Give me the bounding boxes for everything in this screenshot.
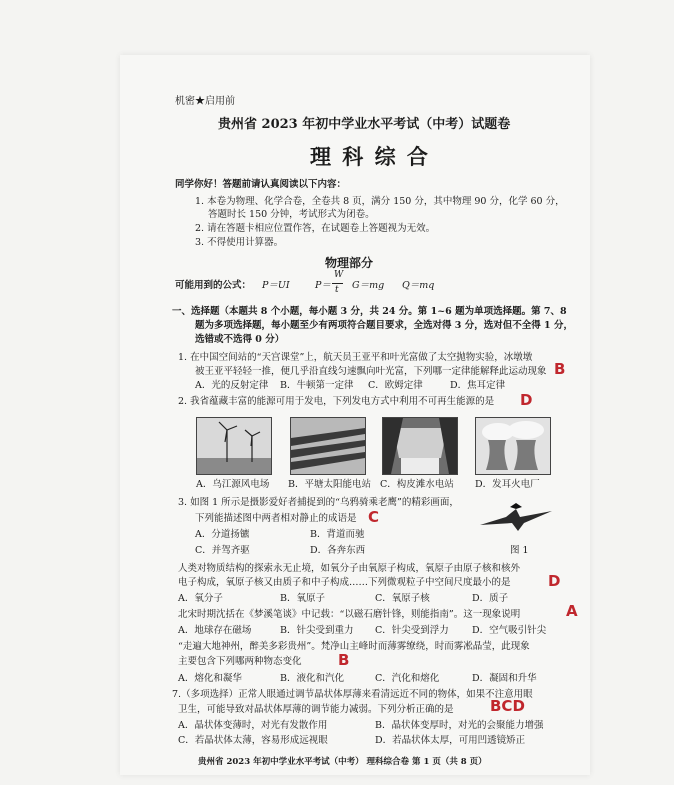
option: B．液化和汽化 (280, 673, 344, 684)
subject-title: 理 科 综 合 (310, 144, 430, 169)
figure-1-eagle-crow (476, 501, 556, 537)
question-3-text: 下列能描述图中两者相对静止的成语是 (195, 513, 357, 524)
notice-item: 3. 不得使用计算器。 (195, 237, 284, 248)
option: A．光的反射定律 (195, 380, 269, 391)
question-4-text: 人类对物质结构的探索永无止境，如氧分子由氧原子构成，氧原子由原子核和核外 (178, 563, 521, 574)
handwritten-answer: BCD (490, 697, 525, 715)
page-footer: 贵州省 2023 年初中学业水平考试（中考） 理科综合卷 第 1 页（共 8 页） (198, 757, 487, 767)
option: A．分道扬镳 (195, 529, 250, 540)
image-caption: A．乌江源风电场 (196, 479, 270, 490)
hydropower-photo (382, 417, 458, 475)
physics-section-title: 物理部分 (325, 256, 374, 270)
part1-intro: 选错或不选得 0 分） (195, 334, 285, 345)
option: A．地球存在磁场 (178, 625, 252, 636)
question-6-text: “走遍大地神州，醉美多彩贵州”。梵净山主峰时而薄雾缭绕，时而雾凇晶莹，此现象 (178, 641, 530, 652)
option: A．熔化和凝华 (178, 673, 242, 684)
question-2-text: 2. 我省蕴藏丰富的能源可用于发电，下列发电方式中利用不可再生能源的是 (178, 396, 495, 407)
confidential-label: 机密★启用前 (175, 96, 235, 107)
question-1-text: 被王亚平轻轻一推，便几乎沿直线匀速飘向叶光富，下列哪一定律能解释此运动现象 (195, 366, 547, 377)
solar-panel-icon (291, 418, 365, 474)
handwritten-answer: D (520, 391, 533, 409)
handwritten-answer: D (548, 572, 561, 590)
formula-label: 可能用到的公式： (175, 280, 252, 291)
image-caption: D．发耳火电厂 (475, 479, 540, 490)
bird-icon (476, 501, 556, 537)
solar-station-photo (290, 417, 366, 475)
option: A．氧分子 (178, 593, 223, 604)
option: C．欧姆定律 (368, 380, 423, 391)
option: D．各奔东西 (310, 545, 366, 556)
image-caption: B．平塘太阳能电站 (288, 479, 371, 490)
part1-intro: 题为多项选择题，每小题至少有两项符合题目要求，全选对得 3 分，选对但不全得 1 分， (195, 320, 573, 331)
dam-icon (383, 418, 457, 474)
formula-gravity: G＝mg (352, 280, 385, 291)
option: D．空气吸引针尖 (472, 625, 547, 636)
option: B．针尖受到重力 (280, 625, 354, 636)
option: C．针尖受到浮力 (375, 625, 449, 636)
handwritten-answer: B (554, 360, 566, 378)
part1-intro: 一、选择题（本题共 8 个小题，每小题 3 分，共 24 分。第 1~6 题为单项选择题。第 7、8 (172, 306, 567, 317)
question-3-text: 3. 如图 1 所示是摄影爱好者捕捉到的“乌鸦骑乘老鹰”的精彩画面， (178, 497, 459, 508)
handwritten-answer: C (368, 508, 380, 526)
question-7-text: 7.（多项选择）正常人眼通过调节晶状体厚薄来看清远近不同的物体，如果不注意用眼 (172, 689, 533, 700)
option: C．汽化和熔化 (375, 673, 440, 684)
image-caption: C．构皮滩水电站 (380, 479, 454, 490)
question-6-text: 主要包含下列哪两种物态变化 (178, 656, 302, 667)
option: D．凝固和升华 (472, 673, 537, 684)
formula-fraction-denominator: t (335, 285, 339, 295)
notice-item: 2. 请在答题卡相应位置作答，在试题卷上答题视为无效。 (195, 223, 436, 234)
formula-power: P＝UI (262, 280, 290, 291)
formula-heat: Q＝mq (402, 280, 435, 291)
wind-turbine-icon (197, 418, 271, 474)
option: D．焦耳定律 (450, 380, 506, 391)
notice-item: 1. 本卷为物理、化学合卷，全卷共 8 页，满分 150 分，其中物理 90 分，化学 60 分， (195, 196, 565, 207)
question-5-text: 北宋时期沈括在《梦溪笔谈》中记载：“以磁石磨针锋，则能指南”。这一现象说明 (178, 609, 521, 620)
option: C．氧原子核 (375, 593, 430, 604)
exam-page (120, 55, 590, 775)
question-4-text: 电子构成，氧原子核又由质子和中子构成……下列微观粒子中空间尺度最小的是 (178, 577, 511, 588)
fraction-bar (332, 283, 343, 284)
option: B．牛顿第一定律 (280, 380, 354, 391)
notice-item: 答题时长 150 分钟，考试形式为闭卷。 (208, 209, 375, 220)
exam-title: 贵州省 2023 年初中学业水平考试（中考）试题卷 (218, 117, 511, 132)
figure-label: 图 1 (510, 545, 529, 556)
formula-power-work-lhs: P＝ (315, 280, 331, 291)
option: B．晶状体变厚时，对光的会聚能力增强 (375, 720, 544, 731)
option: B．背道而驰 (310, 529, 365, 540)
formula-fraction-numerator: W (334, 270, 344, 280)
option: D．质子 (472, 593, 509, 604)
option: A．晶状体变薄时，对光有发散作用 (178, 720, 328, 731)
thermal-plant-photo (475, 417, 551, 475)
question-1-text: 1. 在中国空间站的“天宫课堂”上，航天员王亚平和叶光富做了太空抛物实验，冰墩墩 (178, 352, 533, 363)
wind-farm-photo (196, 417, 272, 475)
handwritten-answer: B (338, 651, 350, 669)
notice-heading: 同学你好！答题前请认真阅读以下内容： (175, 179, 347, 190)
option: B．氧原子 (280, 593, 325, 604)
option: C．并驾齐驱 (195, 545, 250, 556)
option: D．若晶状体太厚，可用凹透镜矫正 (375, 735, 526, 746)
handwritten-answer: A (566, 602, 578, 620)
option: C．若晶状体太薄，容易形成远视眼 (178, 735, 328, 746)
cooling-tower-icon (476, 418, 550, 474)
question-7-text: 卫生，可能导致对晶状体厚薄的调节能力减弱。下列分析正确的是 (178, 704, 454, 715)
